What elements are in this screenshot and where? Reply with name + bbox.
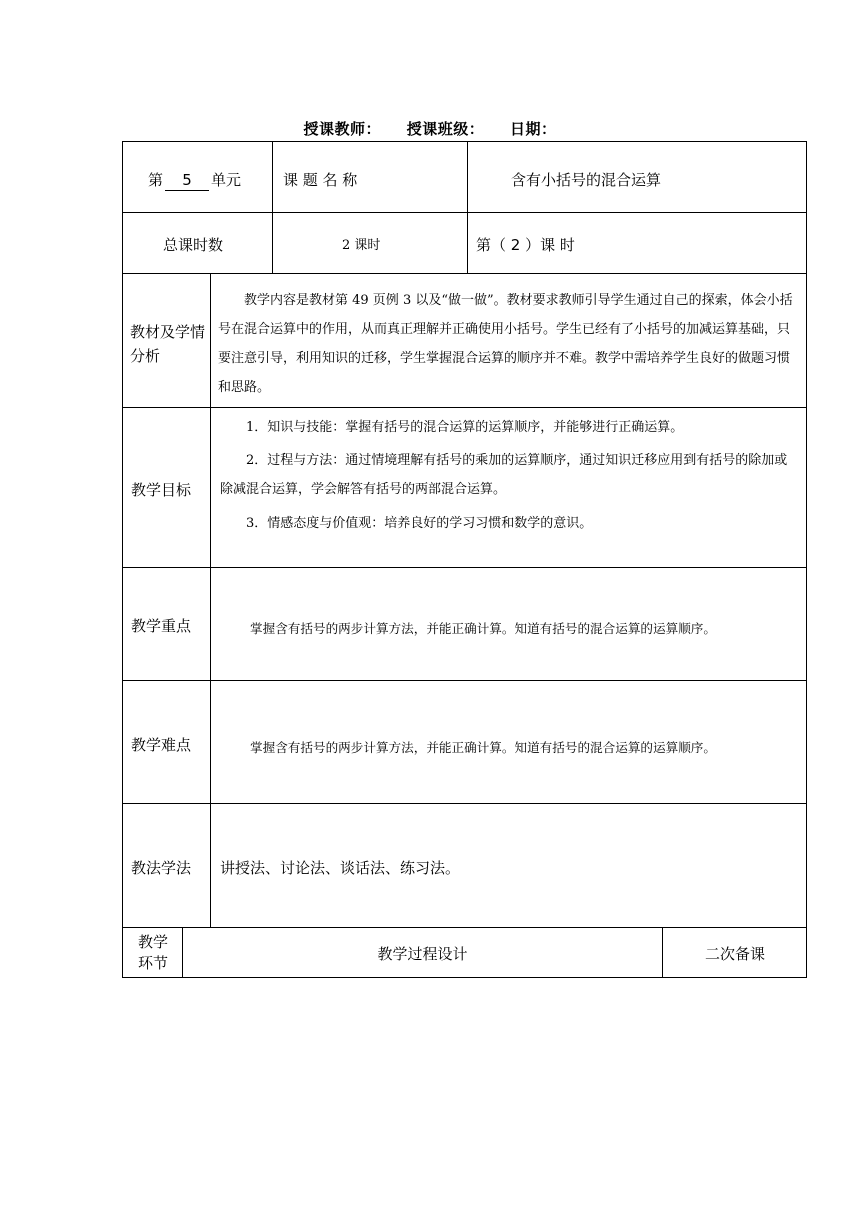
- methods-text: 讲授法、讨论法、谈话法、练习法。: [220, 859, 461, 877]
- topic-value: 含有小括号的混合运算: [511, 171, 662, 189]
- difficulties-label: 教学难点: [131, 736, 192, 754]
- methods-label: 教法学法: [131, 859, 192, 877]
- unit-suffix: 单元: [211, 171, 242, 189]
- analysis-text: 教学内容是教材第 49 页例 3 以及“做一做”。教材要求教师引导学生通过自己的探索，体会小括号在混合运算中的作用，从而真正理解并正确使用小括号。学生已经有了小括号的加减运算基础，只要注意引导，利用知识的迁移，学生掌握混合运算的顺序并不难。教学中需培养学生良好的做题习惯和思路。: [218, 293, 793, 395]
- key-points-text: 掌握含有括号的两步计算方法，并能正确计算。知道有括号的混合运算的运算顺序。: [250, 621, 716, 636]
- col-divider: [467, 141, 468, 273]
- objective-item-2: 2．过程与方法：通过情境理解有括号的乘加的运算顺序，通过知识迁移应用到有括号的除加或除减混合运算，学会解答有括号的两部混合运算。: [220, 453, 788, 497]
- teacher-label: 授课教师：: [303, 120, 381, 138]
- row-divider: [122, 803, 807, 804]
- analysis-label: 教材及学情分析: [130, 323, 206, 365]
- unit-cell: [148, 170, 241, 191]
- date-label: 日期：: [509, 120, 557, 138]
- backup-label: 二次备课: [704, 945, 765, 963]
- total-hours-value: 2 课时: [342, 238, 381, 253]
- lesson-plan-table: [122, 141, 807, 978]
- row-divider: [122, 927, 807, 928]
- objectives-label: 教学目标: [131, 481, 192, 499]
- class-label: 授课班级：: [406, 120, 485, 138]
- objective-item-1: 1．知识与技能：掌握有括号的混合运算的运算顺序，并能够进行正确运算。: [246, 420, 684, 435]
- design-label: 教学过程设计: [377, 945, 468, 963]
- row-divider: [122, 567, 807, 568]
- col-divider: [210, 273, 211, 927]
- col-divider: [272, 141, 273, 273]
- row-divider: [122, 680, 807, 681]
- unit-prefix: 第: [148, 171, 164, 189]
- key-points-label: 教学重点: [131, 617, 192, 635]
- difficulties-text: 掌握含有括号的两步计算方法，并能正确计算。知道有括号的混合运算的运算顺序。: [250, 740, 716, 755]
- stage-label: 教学环节: [137, 933, 168, 972]
- topic-label: 课 题 名 称: [283, 171, 358, 189]
- header: [0, 118, 860, 139]
- objective-item-3: 3．情感态度与价值观：培养良好的学习习惯和数学的意识。: [246, 516, 593, 531]
- total-hours-label: 总课时数: [163, 236, 224, 254]
- lesson-number: 第（ 2 ）课 时: [476, 236, 575, 254]
- unit-number: 5: [165, 170, 209, 191]
- row-divider: [122, 407, 807, 408]
- row-divider: [122, 212, 807, 213]
- row-divider: [122, 273, 807, 274]
